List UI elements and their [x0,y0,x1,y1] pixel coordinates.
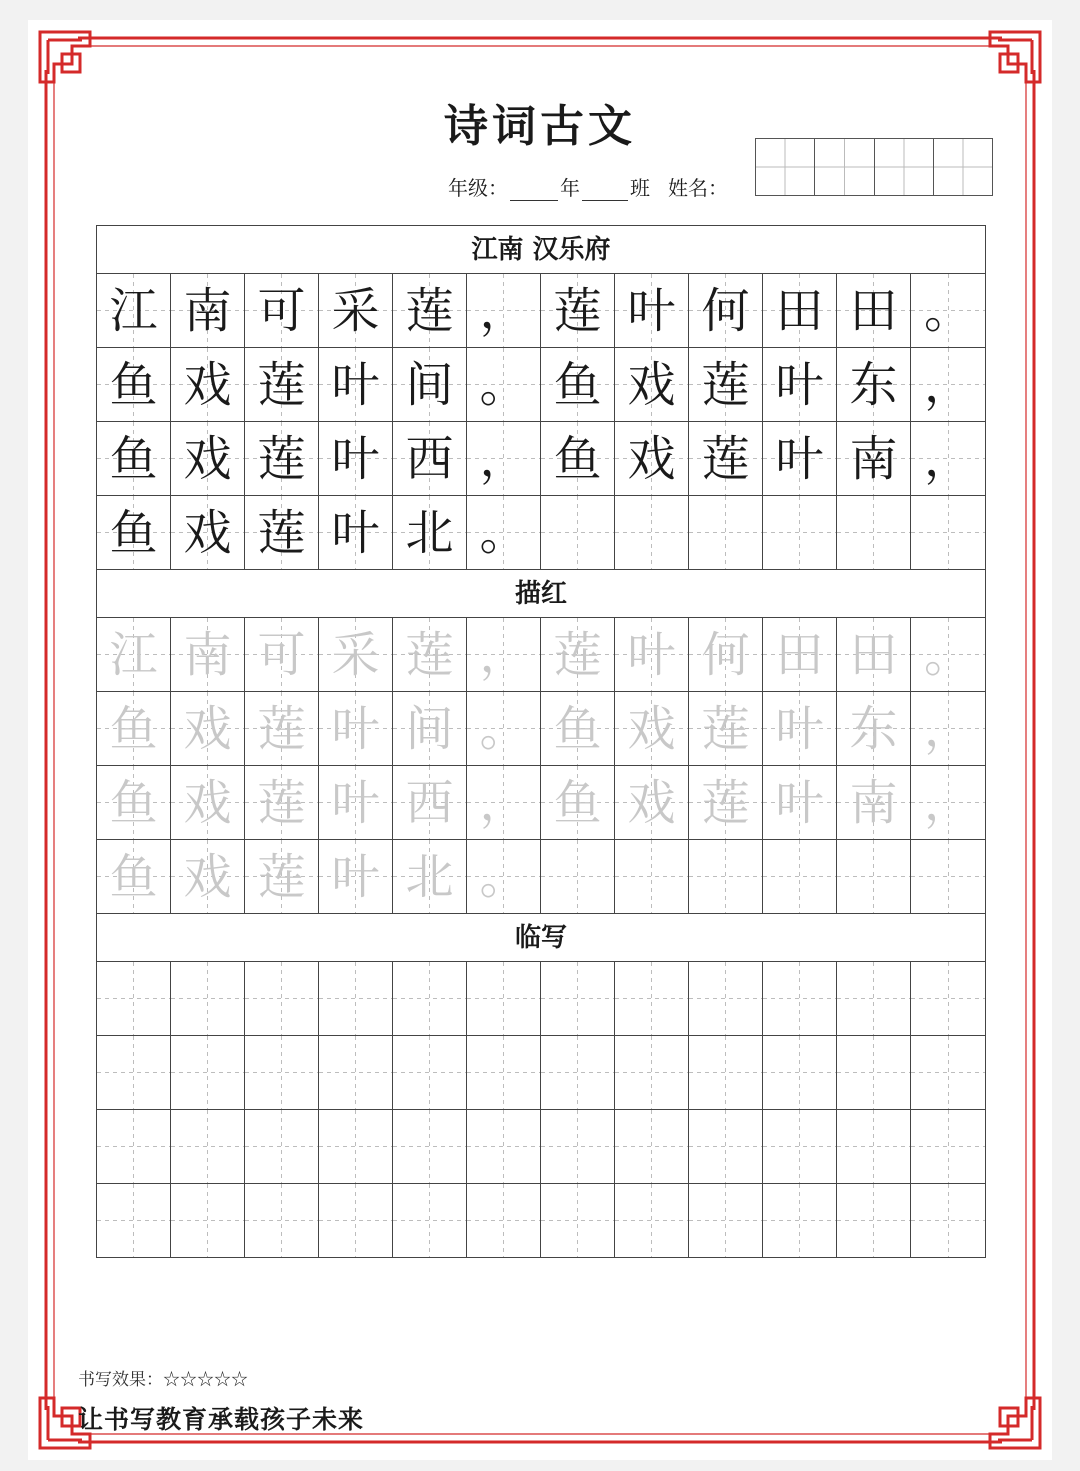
copy-cell[interactable] [319,962,393,1035]
copy-cell[interactable] [393,1110,467,1183]
copy-cell[interactable] [837,1184,911,1257]
copy-cell[interactable] [763,1110,837,1183]
poem-cell: 鱼 [541,348,615,421]
trace-row [97,692,985,766]
copy-cell[interactable] [245,962,319,1035]
poem-cell: 田 [837,274,911,347]
poem-cell: 。 [911,274,985,347]
copy-cell[interactable] [319,1110,393,1183]
copy-cell[interactable] [689,1110,763,1183]
poem-row [97,348,985,422]
copy-cell[interactable] [171,1184,245,1257]
trace-cell[interactable]: 鱼 [97,840,171,913]
poem-cell: 江 [97,274,171,347]
trace-cell[interactable] [837,840,911,913]
copy-row [97,1184,985,1258]
copy-cell[interactable] [911,962,985,1035]
trace-cell[interactable]: 莲 [689,692,763,765]
poem-cell: 戏 [615,422,689,495]
name-cell[interactable] [756,139,815,195]
trace-cell[interactable]: 莲 [541,618,615,691]
name-cell[interactable] [875,139,934,195]
trace-cell[interactable]: ， [911,692,985,765]
class-label: 班 [630,176,650,200]
poem-cell: 叶 [319,348,393,421]
copy-cell[interactable] [689,1036,763,1109]
trace-cell[interactable]: 江 [97,618,171,691]
trace-grid [97,618,985,914]
copy-cell[interactable] [911,1110,985,1183]
name-label: 姓名： [668,176,728,200]
copy-cell[interactable] [393,962,467,1035]
trace-cell[interactable]: 莲 [689,766,763,839]
copy-cell[interactable] [541,1036,615,1109]
poem-row [97,496,985,570]
trace-cell[interactable]: 。 [467,692,541,765]
trace-cell[interactable]: 南 [837,766,911,839]
poem-cell: 戏 [171,422,245,495]
trace-cell[interactable]: 采 [319,618,393,691]
trace-cell[interactable]: 可 [245,618,319,691]
copy-cell[interactable] [911,1036,985,1109]
trace-section-title: 描红 [97,570,985,618]
poem-row [97,422,985,496]
poem-cell: 莲 [393,274,467,347]
poem-cell: 采 [319,274,393,347]
copy-cell[interactable] [615,1184,689,1257]
poem-cell: 西 [393,422,467,495]
trace-cell[interactable]: 南 [171,618,245,691]
name-grid[interactable] [755,138,993,196]
copy-cell[interactable] [541,1110,615,1183]
copy-cell[interactable] [97,1184,171,1257]
poem-row [97,274,985,348]
poem-cell [763,496,837,569]
copy-cell[interactable] [615,962,689,1035]
poem-cell: 田 [763,274,837,347]
copy-cell[interactable] [171,1036,245,1109]
trace-cell[interactable] [911,840,985,913]
trace-cell[interactable]: 莲 [393,618,467,691]
poem-cell: 叶 [319,422,393,495]
trace-cell[interactable]: ， [911,766,985,839]
trace-cell[interactable]: 何 [689,618,763,691]
poem-cell: 叶 [763,422,837,495]
copy-cell[interactable] [467,962,541,1035]
trace-cell[interactable]: 叶 [319,692,393,765]
copy-cell[interactable] [319,1184,393,1257]
poem-cell: 鱼 [541,422,615,495]
poem-cell: 叶 [763,348,837,421]
poem-cell: 戏 [171,496,245,569]
poem-cell: ， [911,422,985,495]
trace-cell[interactable] [615,840,689,913]
copy-cell[interactable] [689,962,763,1035]
copy-cell[interactable] [393,1184,467,1257]
trace-cell[interactable] [763,840,837,913]
copy-cell[interactable] [911,1184,985,1257]
practice-table [96,225,986,1258]
grade-blank[interactable] [510,178,558,201]
poem-cell: 东 [837,348,911,421]
trace-cell[interactable]: 。 [467,840,541,913]
trace-cell[interactable]: 莲 [245,692,319,765]
grade-label: 年级： [448,176,508,200]
copy-cell[interactable] [541,962,615,1035]
trace-cell[interactable]: 戏 [171,766,245,839]
class-blank[interactable] [582,178,628,201]
poem-cell: 叶 [319,496,393,569]
poem-cell: 鱼 [97,348,171,421]
copy-cell[interactable] [467,1184,541,1257]
trace-cell[interactable]: 叶 [319,766,393,839]
poem-cell: 莲 [689,422,763,495]
poem-cell: 南 [837,422,911,495]
trace-row [97,766,985,840]
poem-cell [615,496,689,569]
poem-cell: ， [467,274,541,347]
copy-cell[interactable] [467,1110,541,1183]
trace-cell[interactable]: 间 [393,692,467,765]
copy-cell[interactable] [245,1184,319,1257]
poem-cell: 。 [467,348,541,421]
trace-cell[interactable]: 叶 [763,692,837,765]
copy-cell[interactable] [837,1110,911,1183]
rating [78,1365,248,1390]
copy-section-title: 临写 [97,914,985,962]
copy-cell[interactable] [615,1036,689,1109]
poem-cell: 莲 [245,348,319,421]
trace-cell[interactable]: 北 [393,840,467,913]
copy-cell[interactable] [837,1036,911,1109]
poem-cell [911,496,985,569]
poem-cell [689,496,763,569]
poem-cell: 莲 [541,274,615,347]
poem-title: 江南 汉乐府 [97,226,985,274]
poem-cell: ， [467,422,541,495]
trace-cell[interactable]: 叶 [763,766,837,839]
poem-cell: 戏 [615,348,689,421]
name-cell[interactable] [934,139,992,195]
poem-grid [97,274,985,570]
poem-cell: 北 [393,496,467,569]
poem-cell: 莲 [689,348,763,421]
trace-cell[interactable]: 戏 [171,692,245,765]
trace-cell[interactable]: 鱼 [97,766,171,839]
copy-row [97,1036,985,1110]
trace-cell[interactable]: 叶 [615,618,689,691]
copy-grid[interactable] [97,962,985,1258]
trace-row [97,618,985,692]
poem-cell: 叶 [615,274,689,347]
copy-cell[interactable] [837,962,911,1035]
trace-cell[interactable]: 戏 [615,692,689,765]
trace-cell[interactable]: 。 [911,618,985,691]
trace-cell[interactable]: 田 [837,618,911,691]
copy-cell[interactable] [615,1110,689,1183]
copy-cell[interactable] [763,962,837,1035]
trace-cell[interactable]: 戏 [615,766,689,839]
trace-cell[interactable]: 鱼 [541,692,615,765]
name-cell[interactable] [815,139,874,195]
worksheet [28,20,1052,1460]
trace-cell[interactable]: 东 [837,692,911,765]
trace-cell[interactable]: 叶 [319,840,393,913]
copy-cell[interactable] [97,1110,171,1183]
trace-cell[interactable]: 鱼 [97,692,171,765]
poem-cell: 。 [467,496,541,569]
poem-cell: 鱼 [97,496,171,569]
poem-cell: ， [911,348,985,421]
poem-cell [541,496,615,569]
poem-cell: 南 [171,274,245,347]
copy-cell[interactable] [393,1036,467,1109]
copy-cell[interactable] [97,1036,171,1109]
copy-cell[interactable] [245,1110,319,1183]
poem-cell: 戏 [171,348,245,421]
copy-cell[interactable] [689,1184,763,1257]
copy-cell[interactable] [467,1036,541,1109]
trace-cell[interactable]: ， [467,618,541,691]
trace-cell[interactable]: 戏 [171,840,245,913]
trace-cell[interactable]: 莲 [245,766,319,839]
poem-cell: 可 [245,274,319,347]
copy-cell[interactable] [763,1184,837,1257]
poem-cell: 莲 [245,496,319,569]
poem-cell [837,496,911,569]
page-title: 诗词古文 [444,101,636,152]
poem-cell: 间 [393,348,467,421]
copy-cell[interactable] [763,1036,837,1109]
student-info [448,172,728,201]
copy-row [97,1110,985,1184]
copy-cell[interactable] [541,1184,615,1257]
trace-cell[interactable]: ， [467,766,541,839]
trace-cell[interactable]: 鱼 [541,766,615,839]
trace-cell[interactable] [541,840,615,913]
rating-stars[interactable]: ☆☆☆☆☆ [163,1370,248,1390]
poem-cell: 莲 [245,422,319,495]
copy-cell[interactable] [97,962,171,1035]
rating-label: 书写效果： [78,1370,163,1390]
copy-cell[interactable] [171,962,245,1035]
copy-row [97,962,985,1036]
motto: 让书写教育承载孩子未来 [78,1405,365,1434]
trace-cell[interactable]: 莲 [245,840,319,913]
poem-cell: 何 [689,274,763,347]
trace-cell[interactable]: 田 [763,618,837,691]
copy-cell[interactable] [171,1110,245,1183]
poem-cell: 鱼 [97,422,171,495]
trace-row [97,840,985,914]
copy-cell[interactable] [319,1036,393,1109]
copy-cell[interactable] [245,1036,319,1109]
year-label: 年 [560,176,580,200]
trace-cell[interactable] [689,840,763,913]
trace-cell[interactable]: 西 [393,766,467,839]
